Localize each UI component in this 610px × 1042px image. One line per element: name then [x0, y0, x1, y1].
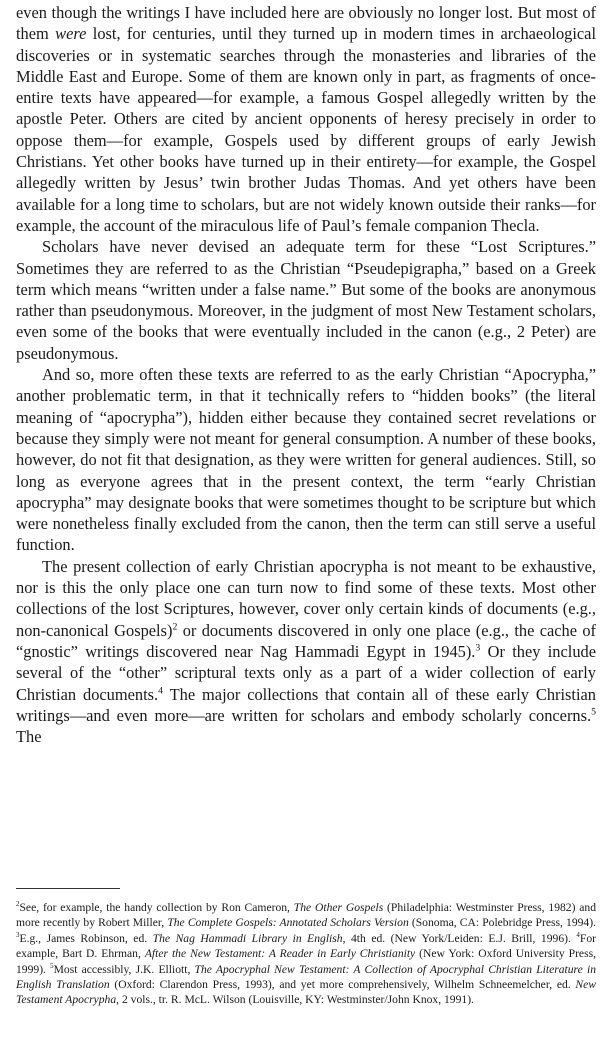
paragraph-3 [16, 364, 596, 556]
text-run: Or they include several of the “other” scriptural texts only as a part of a wider collection of early Christian documents. [16, 641, 596, 704]
note-marker: 5 [591, 706, 596, 718]
italic-text: The Other Gospels [293, 901, 384, 914]
text-run: (Philadelphia: Westminster Press, 1982) and more recently by Robert Miller, [16, 901, 597, 930]
italic-text: New Testament Apocrypha [16, 978, 597, 1007]
text-run: See, for example, the handy collection by Ron Cameron, [19, 901, 294, 914]
text-run: The present collection of early Christian apocrypha is not meant to be exhaustive, nor is this the only place one can turn now to find some of these texts. Most other collections of the lost Scriptures, however, cover only certain kinds of documents (e.g., non-canonical Gospels) [16, 556, 596, 640]
italic-text: The Complete Gospels: Annotated Scholars Version [167, 916, 409, 930]
text-run: Most accessibly, J.K. Elliott, [53, 962, 195, 976]
text-run: lost, for centuries, until they turned up in modern times in archaeological discoveries or in systematic searches through the monasteries and libraries of the Middle East and Europe. Some of them are known only in part, as fragments of once-entire texts have appeared—for example, a famous Gospel allegedly written by the apostle Peter. Others are cited by ancient opponents of heresy precisely in order to oppose them—for example, Gospels used by different groups of early Jewish Christians. Yet other books have turned up in their entirety—for example, the Gospel allegedly written by Jesus’ twin brother Judas Thomas. And yet others have been available for a long time to scholars, but are not widely known outside their ranks—for example, the account of the miraculous life of Paul’s female companion Thecla. [16, 24, 597, 235]
note-marker: 3 [16, 930, 20, 939]
footnote-block [16, 900, 596, 1008]
body-text [16, 2, 596, 747]
text-run: E.g., James Robinson, ed. [19, 931, 153, 945]
text-run: And so, more often these texts are referred to as the early Christian “Apocrypha,” another problematic term, in that it technically refers to “hidden books” (the literal meaning of “apocrypha”), hidden either because they contained secret revelations or because they simply were not meant for general consumption. A number of these books, however, do not fit that designation, as they were written for general audiences. Still, so long as everyone agrees that in the present context, the term “early Christian apocrypha” may designate books that were sometimes thought to be scripture but which were nonetheless finally excluded from the canon, then the term can still serve a useful function. [16, 365, 596, 555]
text-run: , 2 vols., tr. R. McL. Wilson (Louisville, KY: Westminster/John Knox, 1991). [116, 993, 474, 1007]
text-run: (Sonoma, CA: Polebridge Press, 1994). [408, 916, 596, 930]
italic-text: The Apocryphal New Testament: A Collection of Apocryphal Christian Literature in English Translation [16, 962, 596, 992]
paragraph-2 [16, 236, 596, 364]
text-run: Scholars have never devised an adequate term for these “Lost Scriptures.” Sometimes they are referred to as the Christian “Pseudepigrapha,” based on a Greek term which means “written under a false name.” But some of the books are anonymous rather than pseudonymous. Moreover, in the judgment of most New Testament scholars, even some of the books that were eventually included in the canon (e.g., 2 Peter) are pseudonymous. [16, 237, 596, 363]
text-run: even though the writings I have included here are obviously no longer lost. But most of them [16, 3, 596, 44]
text-run: , 4th ed. (New York/Leiden: E.J. Brill, 1996). [342, 931, 577, 945]
text-run: (Oxford: Clarendon Press, 1993), and yet more comprehensively, Wilhelm Schneemelcher, ed. [109, 978, 576, 992]
note-marker: 3 [475, 642, 481, 654]
italic-text: After the New Testament: A Reader in Early Christianity [144, 947, 416, 961]
note-marker: 4 [576, 930, 580, 939]
footnotes [16, 900, 596, 1008]
note-marker: 4 [158, 685, 164, 697]
footnote-divider [16, 888, 120, 889]
text-run: The [16, 727, 42, 747]
italic-text: The Nag Hammadi Library in English [152, 931, 343, 945]
italic-text: were [55, 24, 87, 44]
text-run: The major collections that contain all of these early Christian writings—and even more—are written for scholars and embody scholarly concerns. [16, 684, 596, 725]
note-marker: 2 [172, 621, 178, 633]
note-marker: 5 [50, 961, 54, 970]
text-run: For example, Bart D. Ehrman, [16, 931, 596, 961]
text-run: (New York: Oxford University Press, 1999). [16, 947, 596, 976]
note-marker: 2 [16, 900, 20, 909]
text-run: or documents discovered in only one place (e.g., the cache of “gnostic” writings discovered near Nag Hammadi Egypt in 1945). [16, 620, 596, 661]
paragraph-4 [16, 556, 596, 748]
paragraph-1 [16, 2, 596, 236]
